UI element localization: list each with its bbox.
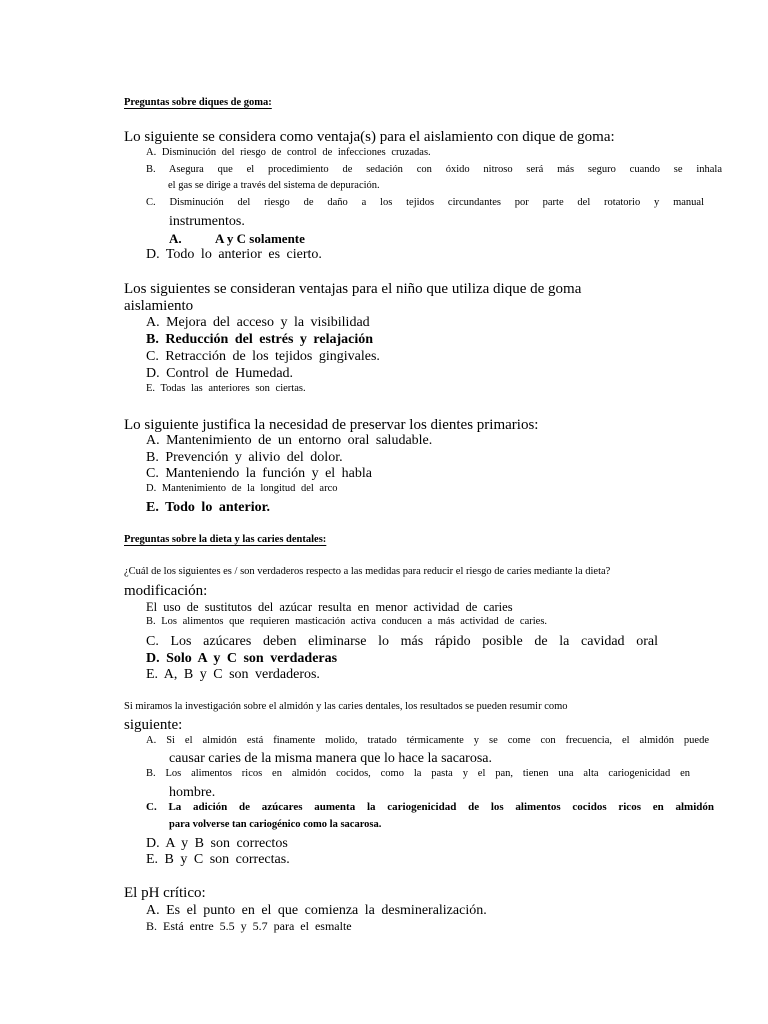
option-item-bold: C. La adición de azúcares aumenta la cariogenicidad de los alimentos cocidos ricos en almidón [146, 801, 714, 813]
question-stem: Lo siguiente justifica la necesidad de preservar los dientes primarios: [124, 417, 539, 433]
question-stem: ¿Cuál de los siguientes es / son verdaderos respecto a las medidas para reducir el riesgo de caries mediante la dieta? [124, 566, 611, 577]
option-item: E. B y C son correctas. [146, 852, 290, 867]
option-item: E. A, B y C son verdaderos. [146, 667, 320, 682]
section-heading: Preguntas sobre la dieta y las caries dentales: [124, 534, 327, 545]
option-item: A. Es el punto en el que comienza la desmineralización. [146, 903, 487, 918]
option-item: E. Todas las anteriores son ciertas. [146, 383, 306, 394]
option-continuation: instrumentos. [169, 214, 245, 229]
option-item: C. Los azúcares deben eliminarse lo más rápido posible de la cavidad oral [146, 634, 658, 649]
question-stem: Lo siguiente se considera como ventaja(s) para el aislamiento con dique de goma: [124, 129, 615, 145]
option-item: C. Disminución del riesgo de daño a los tejidos circundantes por parte del rotatorio y manual [146, 197, 704, 208]
question-stem: El pH crítico: [124, 885, 206, 901]
option-item-bold: D. Solo A y C son verdaderas [146, 651, 338, 666]
option-item: D. Mantenimiento de la longitud del arco [146, 483, 338, 494]
option-item: A. Disminución del riesgo de control de infecciones cruzadas. [146, 147, 431, 158]
option-item: B. Prevención y alivio del dolor. [146, 450, 343, 465]
option-item: El uso de sustitutos del azúcar resulta en menor actividad de caries [146, 600, 513, 614]
question-stem-continuation: siguiente: [124, 717, 183, 733]
option-continuation-bold: para volverse tan cariogénico como la sacarosa. [169, 819, 382, 830]
option-item: C. Manteniendo la función y el habla [146, 466, 372, 481]
option-item: A. Si el almidón está finamente molido, tratado térmicamente y se come con frecuencia, el almidón puede [146, 735, 709, 746]
option-answer-bold: A y C solamente [215, 231, 305, 246]
option-item: D. A y B son correctos [146, 836, 288, 851]
option-continuation: el gas se dirige a través del sistema de depuración. [168, 180, 380, 191]
option-item: D. Control de Humedad. [146, 366, 294, 381]
option-continuation: causar caries de la misma manera que lo hace la sacarosa. [169, 751, 492, 766]
question-stem: Si miramos la investigación sobre el almidón y las caries dentales, los resultados se pueden resumir como [124, 701, 568, 712]
option-item: B. Los alimentos que requieren masticación activa conducen a más actividad de caries. [146, 616, 548, 627]
option-item-bold: E. Todo lo anterior. [146, 500, 271, 515]
question-stem: Los siguientes se consideran ventajas para el niño que utiliza dique de goma [124, 281, 582, 297]
option-item: B. Los alimentos ricos en almidón cocidos, como la pasta y el pan, tienen una alta cariogenicidad en [146, 768, 690, 779]
option-item: C. Retracción de los tejidos gingivales. [146, 349, 380, 364]
option-letter: A. [169, 231, 182, 246]
option-item: B. Asegura que el procedimiento de sedación con óxido nitroso será más seguro cuando se inhala [146, 164, 722, 175]
option-item-bold: B. Reducción del estrés y relajación [146, 332, 374, 347]
option-item: D. Todo lo anterior es cierto. [146, 247, 322, 262]
question-stem-continuation: aislamiento [124, 298, 194, 314]
question-stem-continuation: modificación: [124, 583, 208, 599]
option-item: B. Está entre 5.5 y 5.7 para el esmalte [146, 919, 352, 933]
option-item: A. Mantenimiento de un entorno oral saludable. [146, 433, 433, 448]
option-item: A. Mejora del acceso y la visibilidad [146, 315, 370, 330]
option-continuation: hombre. [169, 785, 216, 800]
section-heading: Preguntas sobre diques de goma: [124, 97, 272, 108]
